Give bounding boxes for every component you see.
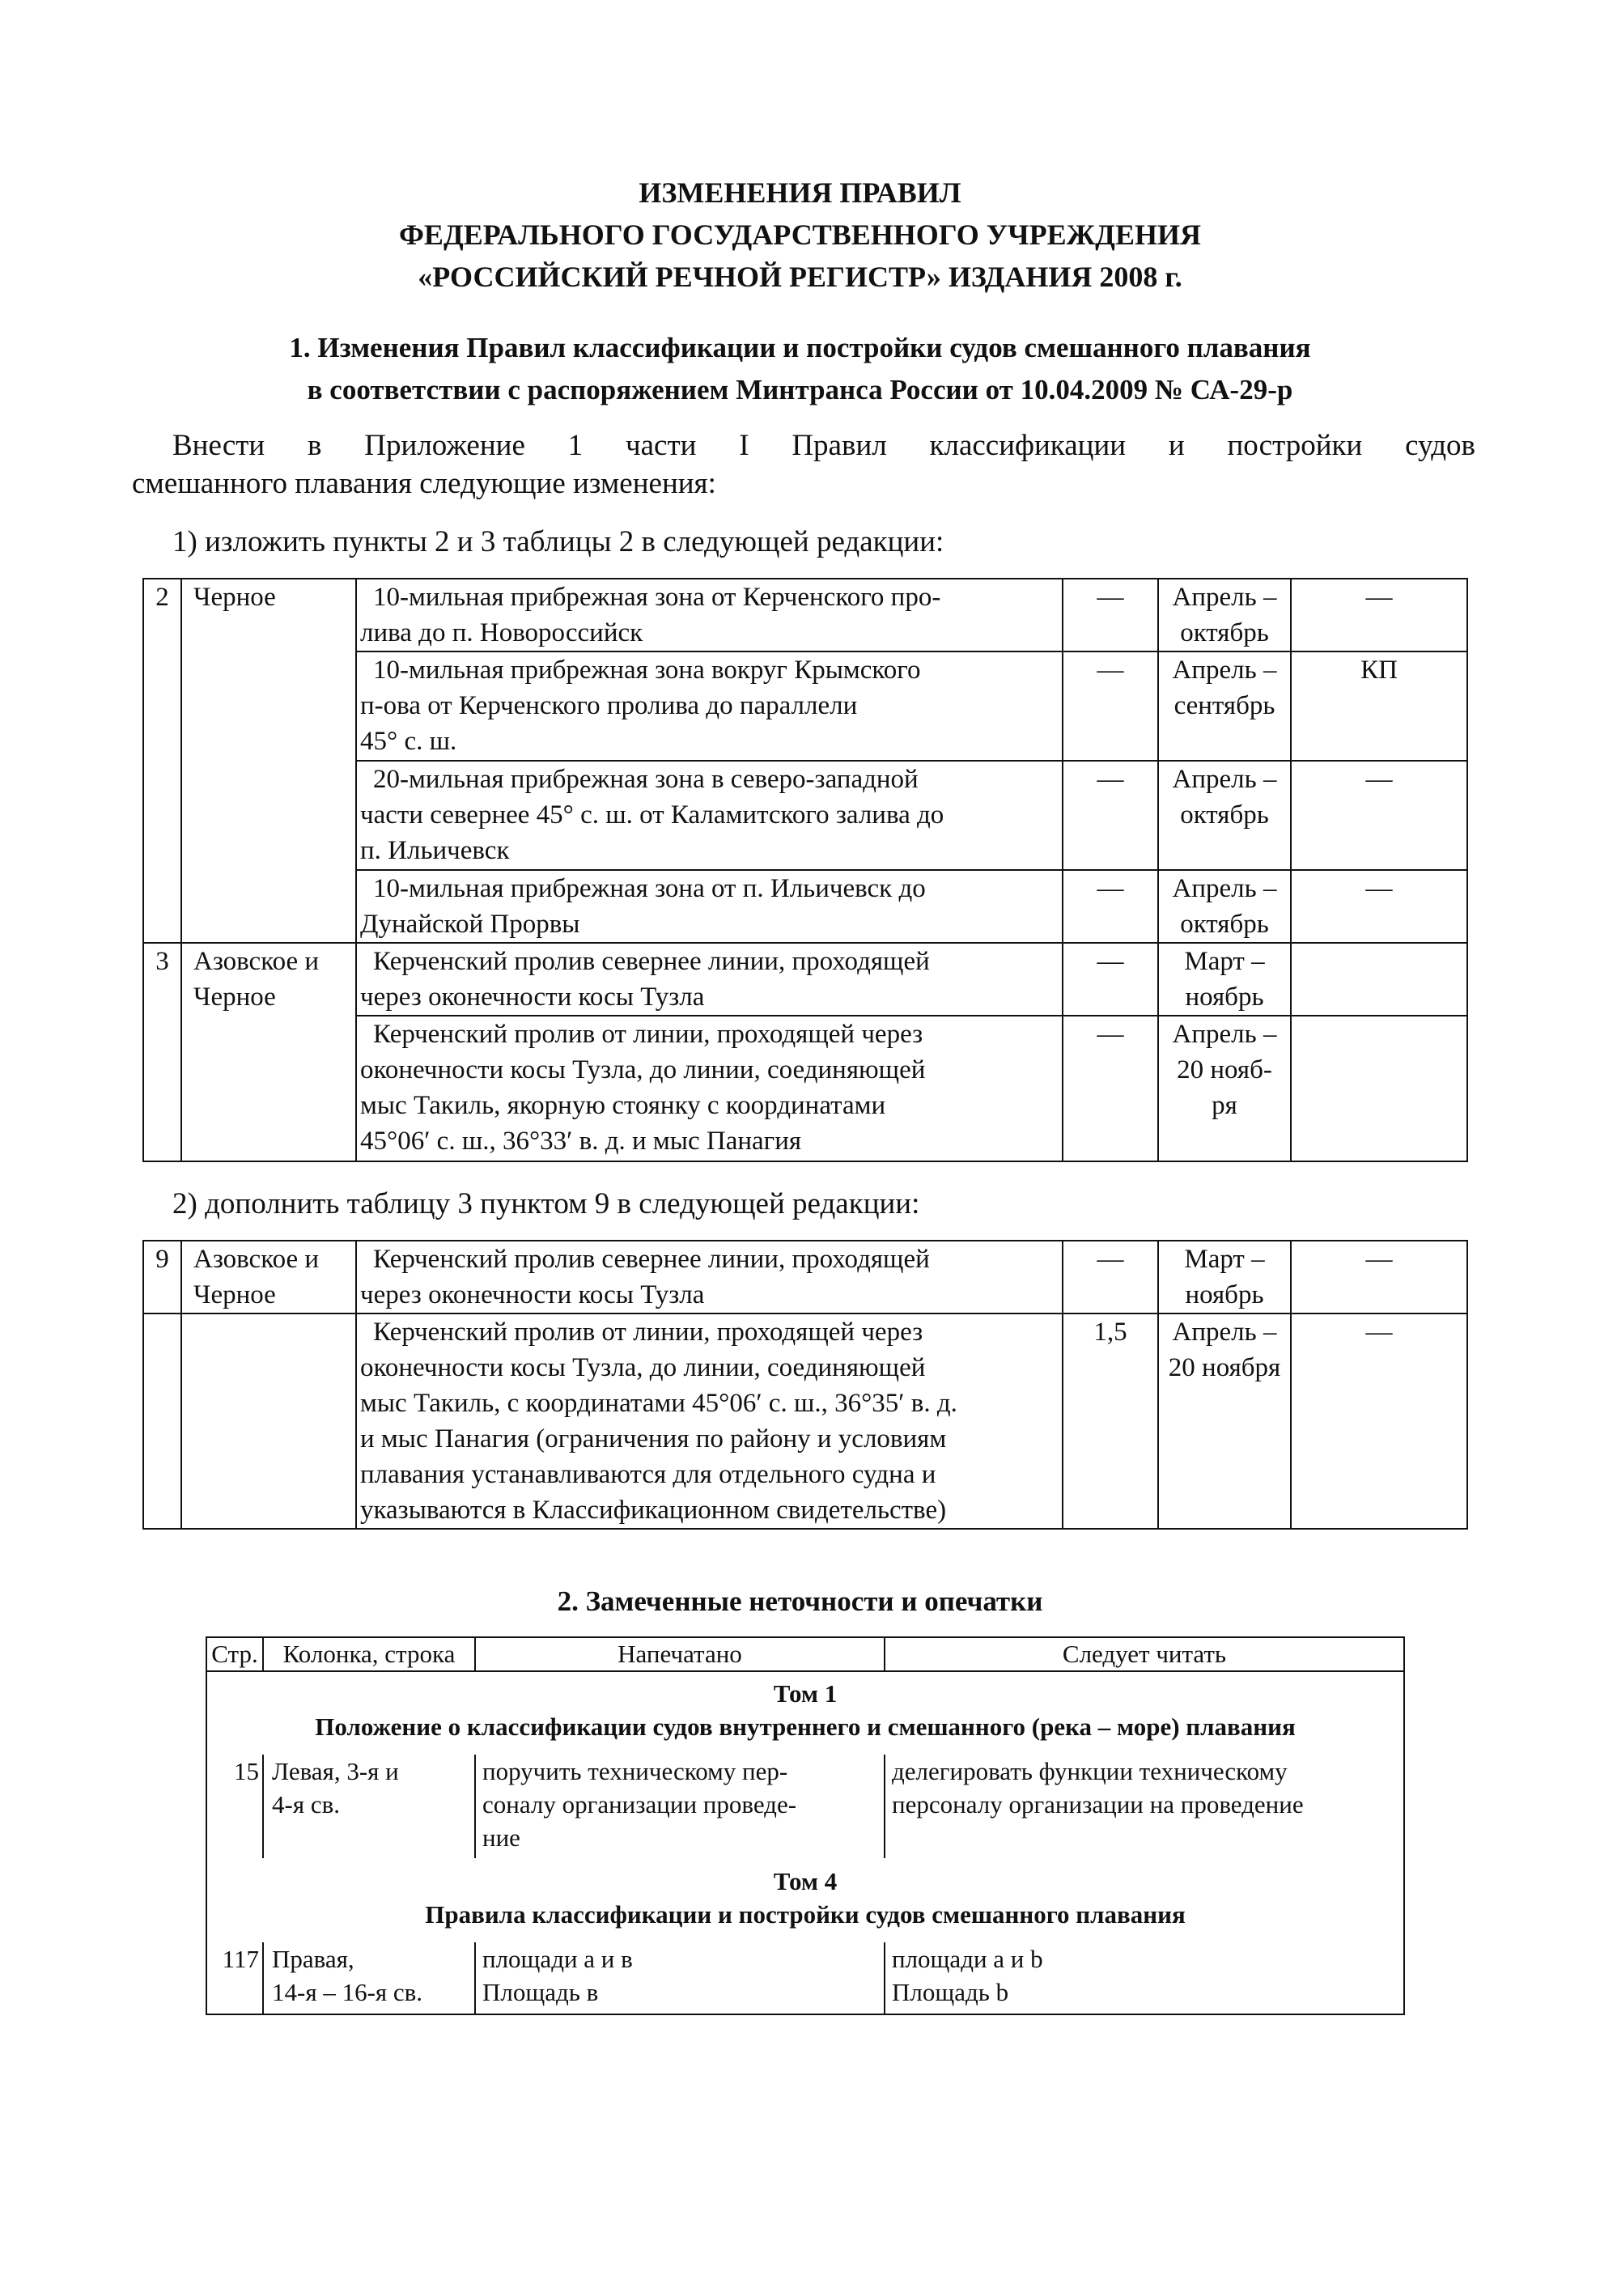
- header-printed: Напечатано: [475, 1637, 885, 1671]
- volume-1-subtitle: Положение о классификации судов внутреннего и смешанного (река – море) плавания: [315, 1712, 1296, 1741]
- table-row: [143, 943, 1467, 1016]
- title-line-1: ИЗМЕНЕНИЯ ПРАВИЛ: [639, 176, 961, 209]
- item-number: 3: [143, 943, 181, 1161]
- intro-line-2: смешанного плавания следующие изменения:: [132, 467, 716, 500]
- empty-cell: [143, 1314, 181, 1529]
- volume-4-heading: [206, 1858, 1404, 1942]
- errata-table: [206, 1636, 1405, 2015]
- errata-header-row: [206, 1637, 1404, 1671]
- months-cell: Март – ноябрь: [1158, 943, 1291, 1016]
- distance-cell: —: [1063, 1016, 1158, 1161]
- restriction-cell: —: [1291, 1241, 1467, 1314]
- section-1-heading-line-1: 1. Изменения Правил классификации и постройки судов смешанного плавания: [289, 332, 1311, 363]
- table-row: [143, 1314, 1467, 1529]
- step-1-text: 1) изложить пункты 2 и 3 таблицы 2 в следующей редакции:: [172, 525, 944, 558]
- item-number: 9: [143, 1241, 181, 1314]
- distance-cell: —: [1063, 579, 1158, 651]
- table-2-excerpt: [142, 578, 1468, 1162]
- months-cell: Апрель – 20 ноября: [1158, 1314, 1291, 1529]
- zone-cell: 10-мильная прибрежная зона вокруг Крымского п-ова от Керченского пролива до параллели 45° с. ш.: [356, 651, 1063, 761]
- errata-correct: делегировать функции техническому персоналу организации на проведение: [885, 1755, 1404, 1858]
- restriction-cell: —: [1291, 579, 1467, 651]
- restriction-cell: КП: [1291, 651, 1467, 761]
- zone-cell: Керченский пролив севернее линии, проходящей через оконечности косы Тузла: [356, 943, 1063, 1016]
- table-3-excerpt: [142, 1240, 1468, 1530]
- zone-cell: 20-мильная прибрежная зона в северо-западной части севернее 45° с. ш. от Каламитского залива до п. Ильичевск: [356, 761, 1063, 870]
- item-number: 2: [143, 579, 181, 943]
- months-cell: Апрель – октябрь: [1158, 579, 1291, 651]
- restriction-cell: [1291, 943, 1467, 1016]
- volume-1-title: Том 1: [773, 1679, 838, 1708]
- restriction-cell: —: [1291, 870, 1467, 943]
- errata-column: Левая, 3-я и 4-я св.: [263, 1755, 475, 1858]
- errata-correct: площади а и b Площадь b: [885, 1942, 1404, 2014]
- restriction-cell: —: [1291, 1314, 1467, 1529]
- sea-name: Азовское и Черное: [181, 943, 356, 1161]
- header-column-line: Колонка, строка: [263, 1637, 475, 1671]
- intro-line-1: Внести в Приложение 1 части I Правил классификации и постройки судов: [172, 429, 1475, 462]
- errata-page: 15: [206, 1755, 263, 1858]
- table-row: [143, 579, 1467, 651]
- distance-cell: 1,5: [1063, 1314, 1158, 1529]
- section-1-heading-line-2: в соответствии с распоряжением Минтранса России от 10.04.2009 № СА-29-р: [307, 374, 1293, 405]
- intro-paragraph: [132, 427, 1475, 503]
- header-page: Стр.: [206, 1637, 263, 1671]
- header-should-read: Следует читать: [885, 1637, 1404, 1671]
- zone-cell: Керченский пролив севернее линии, проходящей через оконечности косы Тузла: [356, 1241, 1063, 1314]
- restriction-cell: —: [1291, 761, 1467, 870]
- table-row: [143, 1241, 1467, 1314]
- volume-4-heading-row: [206, 1858, 1404, 1942]
- distance-cell: —: [1063, 870, 1158, 943]
- months-cell: Апрель – октябрь: [1158, 761, 1291, 870]
- errata-column: Правая, 14-я – 16-я св.: [263, 1942, 475, 2014]
- distance-cell: —: [1063, 943, 1158, 1016]
- zone-cell: 10-мильная прибрежная зона от п. Ильичевск до Дунайской Прорвы: [356, 870, 1063, 943]
- months-cell: Март – ноябрь: [1158, 1241, 1291, 1314]
- distance-cell: —: [1063, 761, 1158, 870]
- table-row: [206, 1942, 1404, 2014]
- step-2-text: 2) дополнить таблицу 3 пунктом 9 в следующей редакции:: [172, 1187, 920, 1220]
- title-line-3: «РОССИЙСКИЙ РЕЧНОЙ РЕГИСТР» ИЗДАНИЯ 2008 г.: [418, 261, 1182, 293]
- document-title: [0, 172, 1600, 298]
- zone-cell: Керченский пролив от линии, проходящей через оконечности косы Тузла, до линии, соединяющей мыс Такиль, якорную стоянку с координатами 45°06′ с. ш., 36°33′ в. д. и мыс Панагия: [356, 1016, 1063, 1161]
- zone-cell: Керченский пролив от линии, проходящей через оконечности косы Тузла, до линии, соединяющей мыс Такиль, с координатами 45°06′ с. ш., 36°35′ в. д. и мыс Панагия (ограничения по району и условиям плавания устанавливаются для отдельного судна и указываются в Классификационном свидетельстве): [356, 1314, 1063, 1529]
- months-cell: Апрель – октябрь: [1158, 870, 1291, 943]
- months-cell: Апрель – сентябрь: [1158, 651, 1291, 761]
- distance-cell: —: [1063, 651, 1158, 761]
- sea-name: Черное: [181, 579, 356, 943]
- volume-4-title: Том 4: [773, 1867, 838, 1895]
- restriction-cell: [1291, 1016, 1467, 1161]
- section-1-heading: [0, 327, 1600, 411]
- empty-cell: [181, 1314, 356, 1529]
- errata-printed: поручить техническому пер- соналу организации проведе- ние: [475, 1755, 885, 1858]
- table-row: [206, 1755, 1404, 1858]
- months-cell: Апрель – 20 нояб- ря: [1158, 1016, 1291, 1161]
- zone-cell: 10-мильная прибрежная зона от Керченского про- лива до п. Новороссийск: [356, 579, 1063, 651]
- volume-4-subtitle: Правила классификации и постройки судов смешанного плавания: [425, 1900, 1186, 1929]
- title-line-2: ФЕДЕРАЛЬНОГО ГОСУДАРСТВЕННОГО УЧРЕЖДЕНИЯ: [399, 219, 1201, 251]
- distance-cell: —: [1063, 1241, 1158, 1314]
- sea-name: Азовское и Черное: [181, 1241, 356, 1314]
- errata-printed: площади а и в Площадь в: [475, 1942, 885, 2014]
- volume-1-heading-row: [206, 1671, 1404, 1755]
- section-2-heading: 2. Замеченные неточности и опечатки: [557, 1585, 1043, 1617]
- volume-1-heading: [206, 1671, 1404, 1755]
- errata-page: 117: [206, 1942, 263, 2014]
